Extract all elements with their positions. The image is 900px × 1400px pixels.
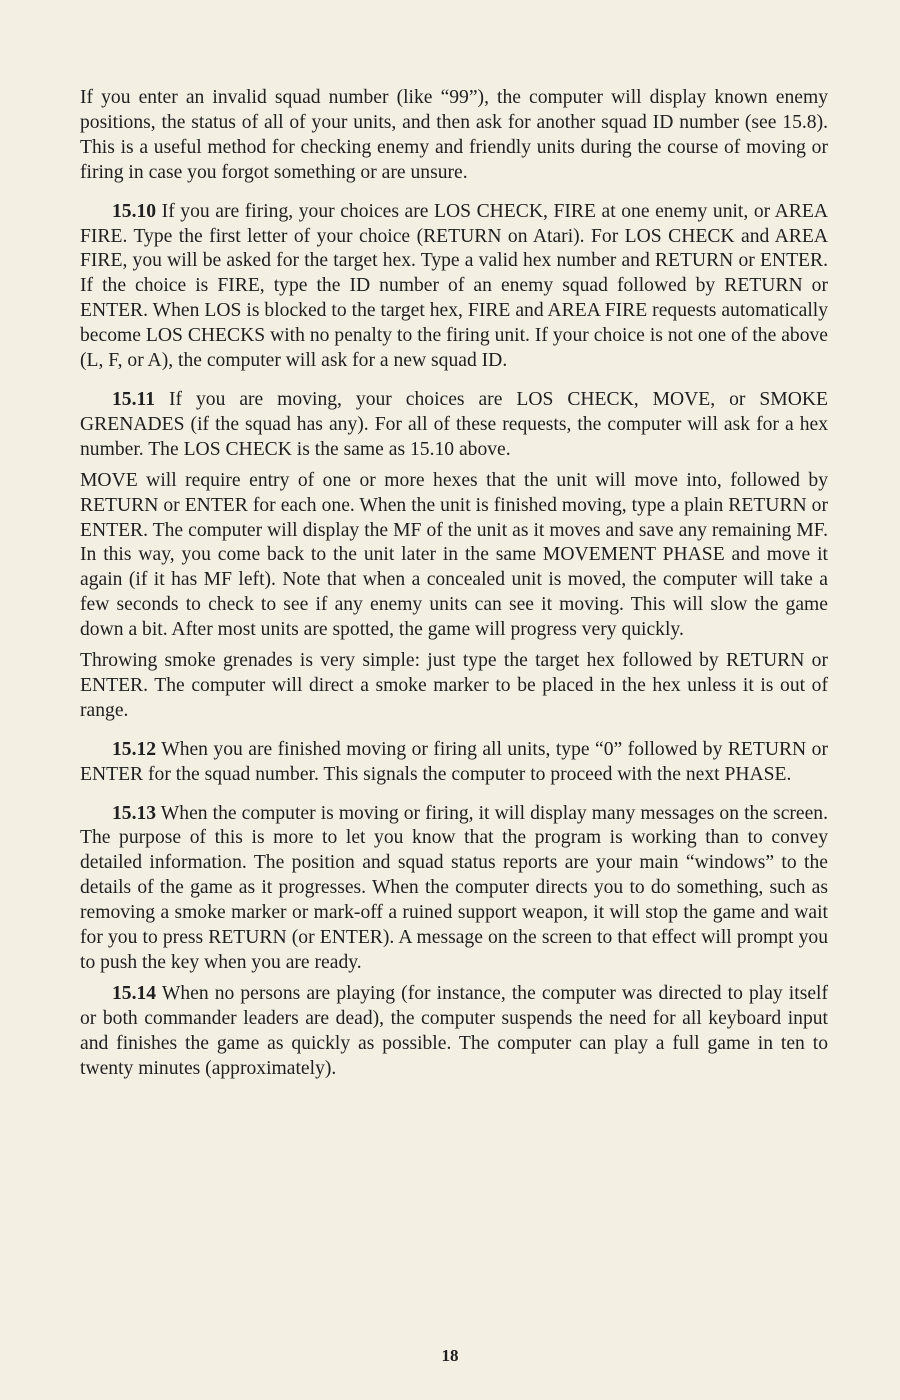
paragraph-text: When the computer is moving or firing, it will display many messages on the screen. The purpose of this is more to let you know that the program is working than to convey detailed information. The position and squad status reports are your main “windows” to the details of the game as it progresses. When the computer directs you to do something, such as removing a smoke marker or mark-off a ruined support weapon, it will stop the game and wait for you to press RETURN (or ENTER). A message on the screen to that effect will prompt you to push the key when you are ready. [80,802,828,973]
paragraph-text: If you are moving, your choices are LOS CHECK, MOVE, or SMOKE GRENADES (if the squad has any). For all of these requests, the computer will ask for a hex number. The LOS CHECK is the same as 15.10 above. [80,388,828,460]
section-number: 15.13 [112,802,157,824]
page-body [80,86,828,1082]
section-number: 15.10 [112,200,157,222]
paragraph-text: Throwing smoke grenades is very simple: just type the target hex followed by RETURN or ENTER. The computer will direct a smoke marker to be placed in the hex unless it is out of range. [80,650,828,721]
section-15-11 [80,388,828,463]
paragraph-intro [80,86,828,186]
paragraph-text: MOVE will require entry of one or more hexes that the unit will move into, followed by RETURN or ENTER for each one. When the unit is finished moving, type a plain RETURN or ENTER. The computer will display the MF of the unit as it moves and save any remaining MF. In this way, you come back to the unit later in the same MOVEMENT PHASE and move it again (if it has MF left). Note that when a concealed unit is moved, the computer will take a few seconds to check to see if any enemy units can see it moving. This will slow the game down a bit. After most units are spotted, the game will progress very quickly. [80,469,828,641]
section-number: 15.14 [112,982,157,1004]
paragraph-smoke [80,649,828,724]
paragraph-text: When you are finished moving or firing all units, type “0” followed by RETURN or ENTER for the squad number. This signals the computer to proceed with the next PHASE. [80,738,828,785]
section-number: 15.12 [112,738,157,760]
paragraph-move [80,469,828,643]
section-15-13 [80,802,828,976]
section-15-12 [80,738,828,788]
section-15-14 [80,982,828,1082]
paragraph-text: If you enter an invalid squad number (like “99”), the computer will display known enemy positions, the status of all of your units, and then ask for another squad ID number (see 15.8). This is a useful method for checking enemy and friendly units during the course of moving or firing in case you forgot something or are unsure. [80,87,828,183]
paragraph-text: If you are firing, your choices are LOS CHECK, FIRE at one enemy unit, or AREA FIRE. Type the first letter of your choice (RETURN on Atari). For LOS CHECK and AREA FIRE, you will be asked for the target hex. Type a valid hex number and RETURN or ENTER. If the choice is FIRE, type the ID number of an enemy squad followed by RETURN or ENTER. When LOS is blocked to the target hex, FIRE and AREA FIRE requests automatically become LOS CHECKS with no penalty to the firing unit. If your choice is not one of the above (L, F, or A), the computer will ask for a new squad ID. [80,200,828,372]
section-number: 15.11 [112,388,156,410]
paragraph-text: When no persons are playing (for instance, the computer was directed to play itself or both commander leaders are dead), the computer suspends the need for all keyboard input and finishes the game as quickly as possible. The computer can play a full game in ten to twenty minutes (approximately). [80,982,828,1079]
page-number: 18 [441,1346,459,1365]
section-15-10 [80,200,828,374]
